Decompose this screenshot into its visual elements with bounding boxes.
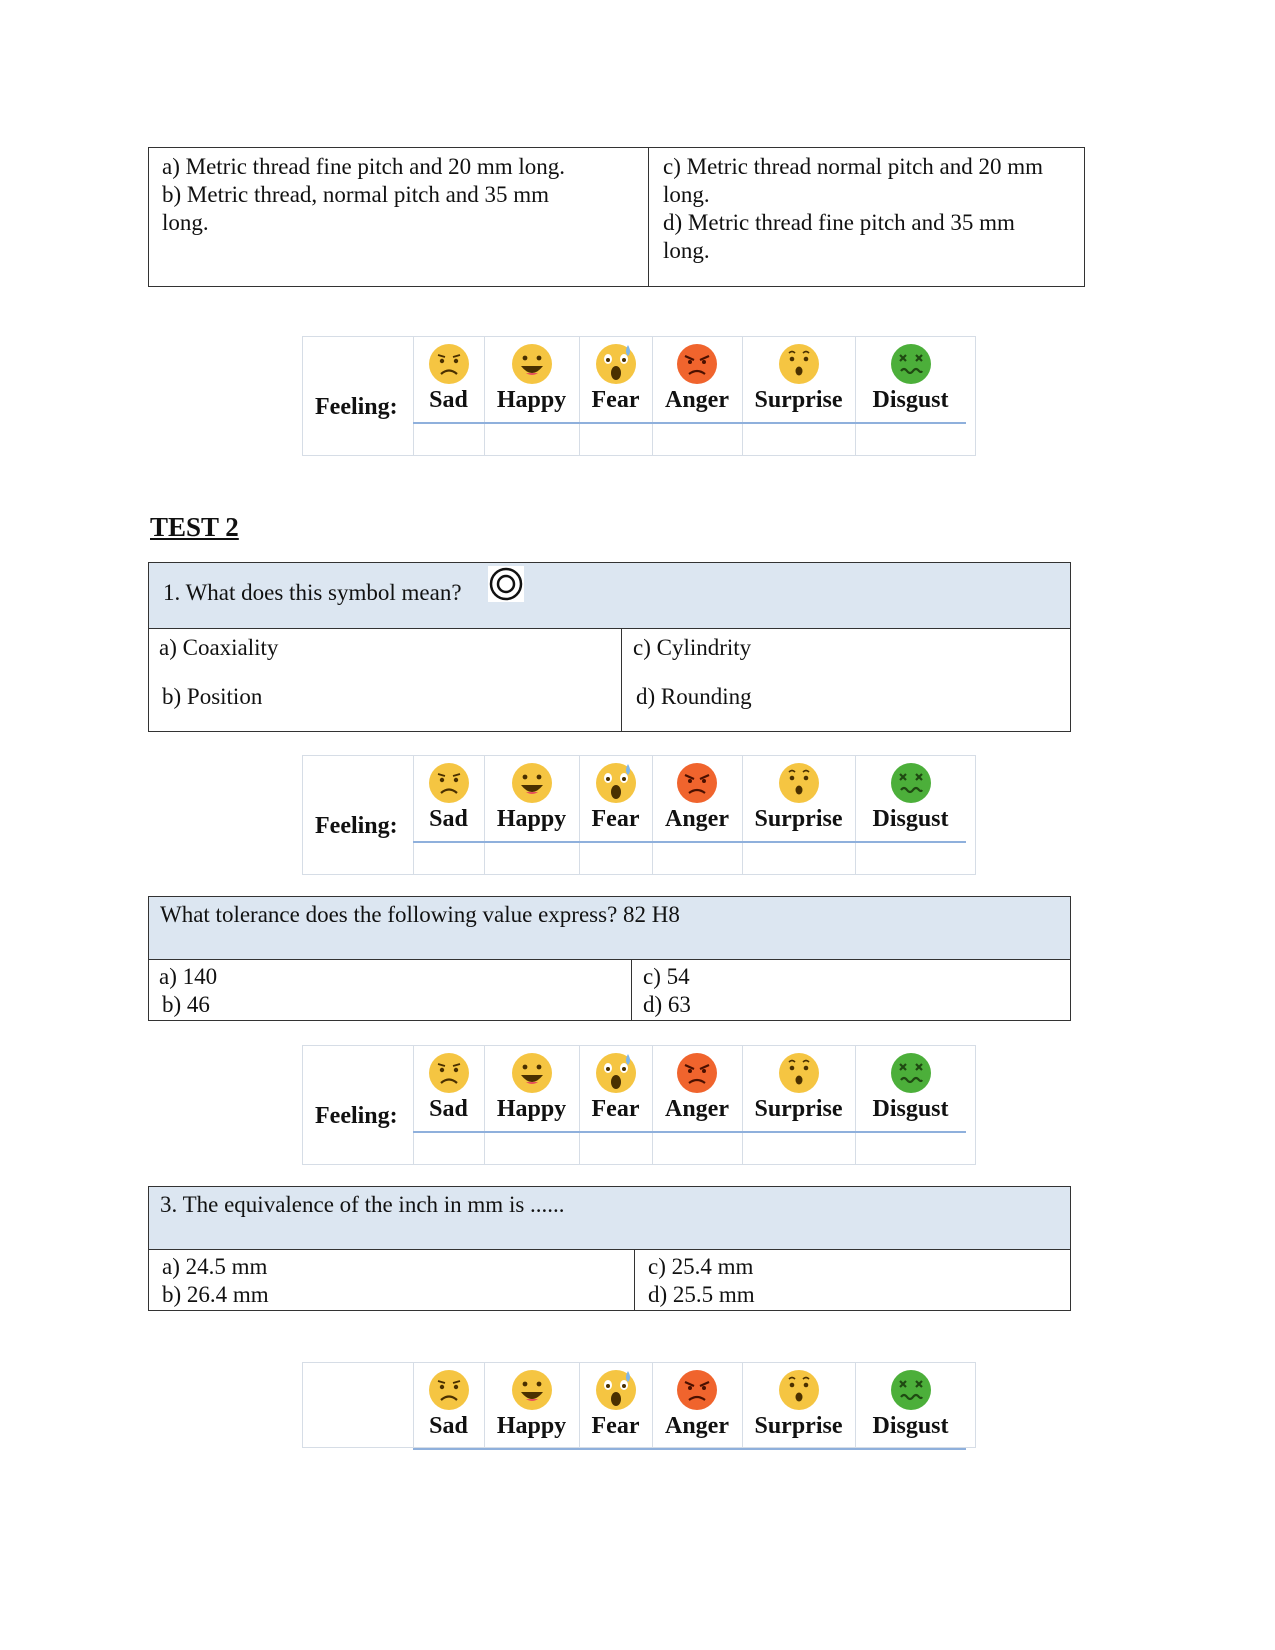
surprise-face-icon [777,1051,821,1095]
q2-header [149,897,1071,960]
q3-option-c[interactable]: c) 25.4 mm [648,1254,754,1279]
feeling-table-4 [302,1362,976,1448]
feeling-option-label: Surprise [754,806,843,832]
q1-option-d[interactable]: d) Rounding [636,684,752,709]
angry-face-icon [675,1368,719,1412]
feeling-option-disgust[interactable] [855,1045,966,1131]
sad-face-icon [427,342,471,386]
feeling-option-anger[interactable] [652,336,742,422]
q2-option-b[interactable]: b) 46 [162,992,210,1017]
feeling-option-label: Surprise [754,387,843,413]
surprise-face-icon [777,342,821,386]
q3-question: 3. The equivalence of the inch in mm is ...... [160,1192,565,1217]
feeling-option-surprise[interactable] [742,1045,855,1131]
q3-options-left [149,1250,635,1311]
q0-option-c-cont: long. [663,182,710,207]
feeling-option-label: Disgust [872,387,949,413]
feeling-response-cell[interactable] [484,424,579,455]
surprise-face-icon [777,761,821,805]
feeling-response-cell[interactable] [652,1133,742,1164]
happy-face-icon [510,1368,554,1412]
feeling-option-label: Fear [591,1096,640,1122]
feeling-option-fear[interactable] [579,1045,652,1131]
q3-header [149,1187,1071,1250]
feeling-response-cell[interactable] [855,1133,966,1164]
sad-face-icon [427,761,471,805]
feeling-option-label: Happy [496,1413,567,1439]
feeling-table-3 [302,1045,976,1165]
q0-option-b-cont: long. [162,210,209,235]
feeling-option-label: Happy [496,1096,567,1122]
q0-option-c[interactable]: c) Metric thread normal pitch and 20 mm [663,154,1044,179]
feeling-response-cell[interactable] [652,843,742,874]
feeling-response-cell[interactable] [484,843,579,874]
feeling-option-surprise[interactable] [742,755,855,841]
feeling-response-cell[interactable] [742,424,855,455]
q0-option-a[interactable]: a) Metric thread fine pitch and 20 mm long. [162,154,566,179]
feeling-option-label: Anger [665,1413,729,1439]
feeling-response-cell[interactable] [742,1133,855,1164]
fear-face-icon [594,761,638,805]
response-row-divider [413,455,966,456]
q0-option-d-cont: long. [663,238,710,263]
feeling-option-disgust[interactable] [855,336,966,422]
feeling-option-fear[interactable] [579,1362,652,1448]
q1-option-a[interactable]: a) Coaxiality [159,635,279,660]
concentric-circles-icon [488,566,524,602]
disgust-face-icon [889,761,933,805]
emoji-row-underline [413,1448,966,1450]
question-2-table [148,896,1071,1021]
q3-option-b[interactable]: b) 26.4 mm [162,1282,269,1307]
feeling-option-label: Anger [665,806,729,832]
feeling-option-sad[interactable] [413,336,484,422]
feeling-option-fear[interactable] [579,755,652,841]
feeling-option-happy[interactable] [484,755,579,841]
feeling-option-label: Disgust [872,1413,949,1439]
q3-option-a[interactable]: a) 24.5 mm [162,1254,268,1279]
feeling-response-cell[interactable] [652,424,742,455]
q0-option-d[interactable]: d) Metric thread fine pitch and 35 mm [663,210,1015,235]
feeling-label: Feeling: [315,1103,398,1129]
feeling-option-surprise[interactable] [742,336,855,422]
q1-header [149,563,1071,629]
fear-face-icon [594,342,638,386]
q3-options-right [635,1250,1071,1311]
disgust-face-icon [889,342,933,386]
feeling-option-label: Sad [429,1413,468,1439]
q0-option-b[interactable]: b) Metric thread, normal pitch and 35 mm [162,182,550,207]
happy-face-icon [510,761,554,805]
q0-options-left [149,148,649,287]
q1-options-right [622,629,1071,732]
feeling-label: Feeling: [315,813,398,839]
feeling-option-label: Sad [429,1096,468,1122]
feeling-table-1 [302,336,976,456]
feeling-response-cell[interactable] [742,843,855,874]
feeling-response-cell[interactable] [413,843,484,874]
feeling-option-label: Fear [591,806,640,832]
question-3-table [148,1186,1071,1311]
feeling-option-sad[interactable] [413,1045,484,1131]
feeling-response-cell[interactable] [855,843,966,874]
feeling-option-happy[interactable] [484,1045,579,1131]
feeling-option-surprise[interactable] [742,1362,855,1448]
sad-face-icon [427,1368,471,1412]
feeling-response-cell[interactable] [579,424,652,455]
fear-face-icon [594,1368,638,1412]
feeling-option-fear[interactable] [579,336,652,422]
q2-option-a[interactable]: a) 140 [159,964,218,989]
feeling-option-label: Anger [665,1096,729,1122]
feeling-option-label: Sad [429,806,468,832]
feeling-option-anger[interactable] [652,1045,742,1131]
feeling-option-happy[interactable] [484,336,579,422]
question-1-table [148,562,1071,732]
feeling-response-cell[interactable] [413,424,484,455]
feeling-option-sad[interactable] [413,1362,484,1448]
feeling-option-disgust[interactable] [855,755,966,841]
surprise-face-icon [777,1368,821,1412]
feeling-response-cell[interactable] [579,1133,652,1164]
q2-question: What tolerance does the following value express? 82 H8 [160,902,680,927]
happy-face-icon [510,342,554,386]
happy-face-icon [510,1051,554,1095]
feeling-option-label: Disgust [872,1096,949,1122]
q1-option-b[interactable]: b) Position [162,684,263,709]
response-row-divider [413,1164,966,1165]
angry-face-icon [675,342,719,386]
feeling-response-cell[interactable] [413,1133,484,1164]
feeling-response-cell[interactable] [855,424,966,455]
q1-question: 1. What does this symbol mean? [163,580,462,605]
test-title: TEST 2 [150,512,239,542]
q1-option-c[interactable]: c) Cylindrity [633,635,752,660]
q2-options-right [632,960,1071,1021]
q3-option-d[interactable]: d) 25.5 mm [648,1282,755,1307]
feeling-option-label: Sad [429,387,468,413]
feeling-option-happy[interactable] [484,1362,579,1448]
feeling-option-label: Fear [591,387,640,413]
feeling-option-label: Surprise [754,1413,843,1439]
feeling-option-sad[interactable] [413,755,484,841]
response-row-divider [413,874,966,875]
feeling-option-anger[interactable] [652,1362,742,1448]
angry-face-icon [675,761,719,805]
feeling-option-label: Disgust [872,806,949,832]
q1-options-left [149,629,622,732]
q2-option-d[interactable]: d) 63 [643,992,691,1017]
feeling-response-cell[interactable] [579,843,652,874]
fear-face-icon [594,1051,638,1095]
angry-face-icon [675,1051,719,1095]
disgust-face-icon [889,1051,933,1095]
feeling-option-label: Happy [496,806,567,832]
q2-option-c[interactable]: c) 54 [643,964,690,989]
question-0-table [148,147,1085,287]
feeling-table-2 [302,755,976,875]
feeling-option-label: Fear [591,1413,640,1439]
feeling-option-anger[interactable] [652,755,742,841]
feeling-label: Feeling: [315,394,398,420]
feeling-response-cell[interactable] [484,1133,579,1164]
feeling-option-disgust[interactable] [855,1362,966,1448]
q0-options-right [649,148,1085,287]
disgust-face-icon [889,1368,933,1412]
sad-face-icon [427,1051,471,1095]
feeling-option-label: Surprise [754,1096,843,1122]
feeling-option-label: Happy [496,387,567,413]
feeling-option-label: Anger [665,387,729,413]
q2-options-left [149,960,632,1021]
